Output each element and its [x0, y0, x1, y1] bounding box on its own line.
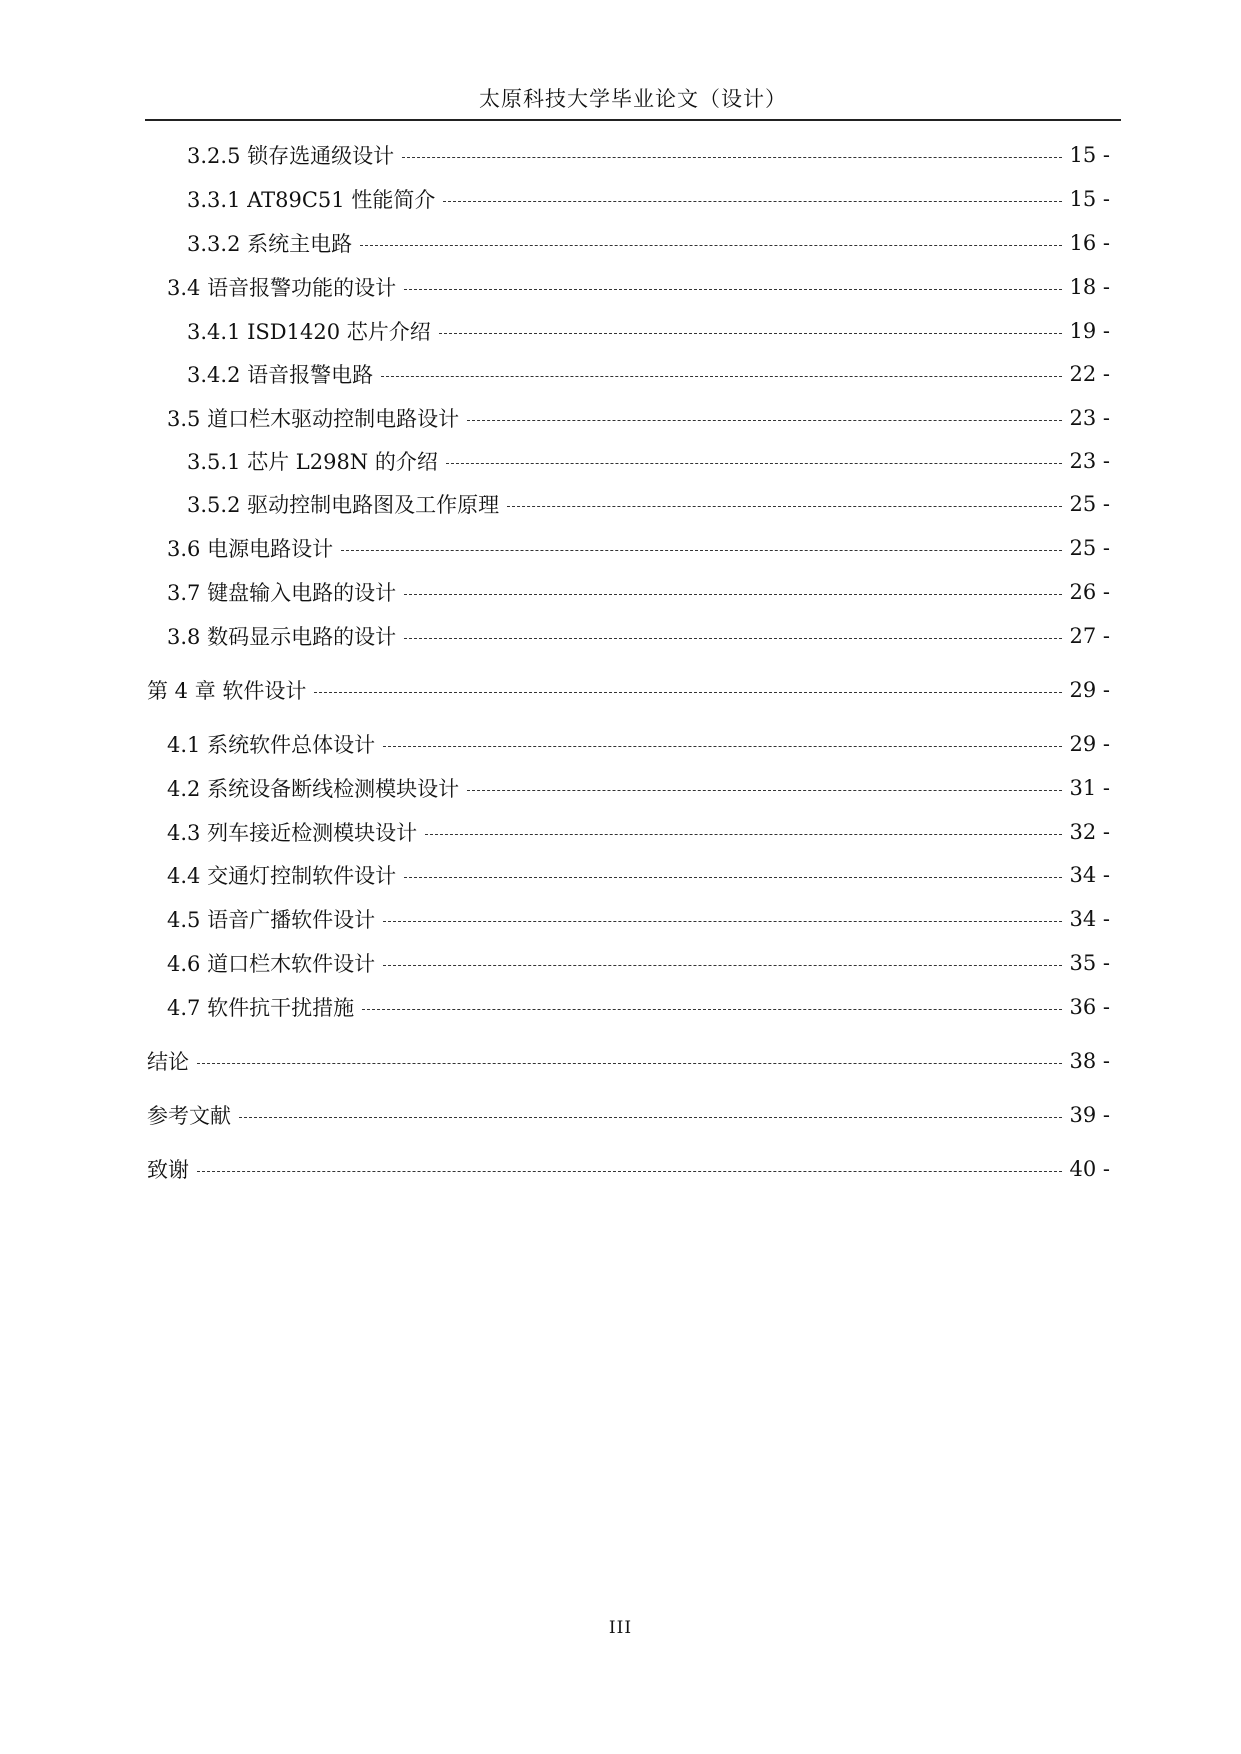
- toc-entry[interactable]: [167, 727, 1110, 761]
- toc-entry-page: 15 -: [1069, 187, 1110, 211]
- toc-leader-dashes: [360, 245, 1061, 246]
- toc-entry[interactable]: [167, 858, 1110, 892]
- toc-entry-page: 23 -: [1069, 449, 1110, 473]
- toc-leader-dashes: [197, 1063, 1062, 1064]
- toc-entry-page: 25 -: [1069, 492, 1110, 516]
- page-header-title: 太原科技大学毕业论文（设计）: [479, 87, 787, 111]
- toc-leader-dashes: [404, 877, 1061, 878]
- toc-entry[interactable]: [167, 990, 1110, 1024]
- toc-leader-dashes: [404, 594, 1061, 595]
- toc-entry-label: 4.7 软件抗干扰措施: [167, 996, 355, 1020]
- toc-entry-label: 4.1 系统软件总体设计: [167, 733, 376, 757]
- toc-entry[interactable]: [187, 487, 1110, 521]
- toc-entry[interactable]: [147, 1098, 1110, 1132]
- toc-entry-page: 31 -: [1069, 776, 1110, 800]
- toc-entry-page: 34 -: [1069, 863, 1110, 887]
- toc-entry-page: 25 -: [1069, 536, 1110, 560]
- toc-entry-label: 3.2.5 锁存选通级设计: [187, 144, 395, 168]
- toc-entry[interactable]: [187, 182, 1110, 216]
- toc-entry-page: 19 -: [1069, 319, 1110, 343]
- toc-leader-dashes: [341, 550, 1061, 551]
- toc-leader-dashes: [467, 790, 1061, 791]
- toc-entry-page: 38 -: [1069, 1049, 1110, 1073]
- toc-entry-page: 29 -: [1069, 732, 1110, 756]
- toc-entry-label: 3.4.1 ISD1420 芯片介绍: [187, 320, 431, 344]
- toc-entry[interactable]: [167, 902, 1110, 936]
- toc-entry[interactable]: [167, 946, 1110, 980]
- toc-entry-page: 26 -: [1069, 580, 1110, 604]
- toc-entry-page: 32 -: [1069, 820, 1110, 844]
- toc-entry-label: 4.5 语音广播软件设计: [167, 908, 376, 932]
- toc-entry[interactable]: [187, 138, 1110, 172]
- toc-leader-dashes: [443, 201, 1061, 202]
- toc-entry-label: 3.4 语音报警功能的设计: [167, 276, 397, 300]
- toc-entry-label: 4.6 道口栏木软件设计: [167, 952, 376, 976]
- toc-entry-page: 35 -: [1069, 951, 1110, 975]
- toc-entry-label: 3.5 道口栏木驱动控制电路设计: [167, 407, 460, 431]
- toc-entry-page: 39 -: [1069, 1103, 1110, 1127]
- toc-entry-page: 27 -: [1069, 624, 1110, 648]
- toc-entry-label: 4.2 系统设备断线检测模块设计: [167, 777, 460, 801]
- toc-entry-label: 3.8 数码显示电路的设计: [167, 625, 397, 649]
- toc-entry-label: 3.3.2 系统主电路: [187, 232, 353, 256]
- page-number: III: [608, 1618, 633, 1638]
- toc-entry[interactable]: [187, 357, 1110, 391]
- toc-leader-dashes: [404, 638, 1061, 639]
- toc-leader-dashes: [446, 463, 1062, 464]
- toc-leader-dashes: [381, 376, 1061, 377]
- toc-leader-dashes: [383, 921, 1061, 922]
- toc-entry-label: 3.6 电源电路设计: [167, 537, 334, 561]
- toc-leader-dashes: [197, 1171, 1062, 1172]
- toc-entry[interactable]: [167, 401, 1110, 435]
- toc-entry[interactable]: [167, 575, 1110, 609]
- toc-entry-label: 3.3.1 AT89C51 性能简介: [187, 188, 436, 212]
- toc-entry-page: 40 -: [1069, 1157, 1110, 1181]
- toc-entry-label: 3.5.2 驱动控制电路图及工作原理: [187, 493, 500, 517]
- toc-entry-page: 22 -: [1069, 362, 1110, 386]
- toc-entry-label: 4.4 交通灯控制软件设计: [167, 864, 397, 888]
- toc-entry-label: 3.4.2 语音报警电路: [187, 363, 374, 387]
- toc-entry[interactable]: [147, 673, 1110, 707]
- toc-leader-dashes: [467, 420, 1061, 421]
- toc-leader-dashes: [314, 692, 1061, 693]
- toc-entry-page: 18 -: [1069, 275, 1110, 299]
- toc-leader-dashes: [439, 333, 1062, 334]
- toc-entry-label: 结论: [147, 1050, 189, 1074]
- toc-entry-page: 36 -: [1069, 995, 1110, 1019]
- toc-entry-label: 第 4 章 软件设计: [147, 679, 307, 703]
- toc-entry[interactable]: [167, 771, 1110, 805]
- toc-entry-label: 4.3 列车接近检测模块设计: [167, 821, 418, 845]
- toc-entry[interactable]: [167, 270, 1110, 304]
- toc-entry[interactable]: [167, 815, 1110, 849]
- toc-entry-label: 参考文献: [147, 1104, 231, 1128]
- toc-leader-dashes: [383, 746, 1061, 747]
- toc-entry-page: 29 -: [1069, 678, 1110, 702]
- toc-leader-dashes: [239, 1117, 1062, 1118]
- toc-entry[interactable]: [167, 531, 1110, 565]
- toc-entry-page: 15 -: [1069, 143, 1110, 167]
- toc-entry[interactable]: [187, 314, 1110, 348]
- toc-leader-dashes: [507, 506, 1061, 507]
- toc-entry[interactable]: [147, 1152, 1110, 1186]
- toc-entry[interactable]: [187, 226, 1110, 260]
- toc-leader-dashes: [402, 157, 1061, 158]
- toc-entry-page: 34 -: [1069, 907, 1110, 931]
- toc-entry-label: 3.7 键盘输入电路的设计: [167, 581, 397, 605]
- toc-entry-label: 致谢: [147, 1158, 189, 1182]
- toc-leader-dashes: [383, 965, 1061, 966]
- toc-leader-dashes: [425, 834, 1061, 835]
- toc-entry-label: 3.5.1 芯片 L298N 的介绍: [187, 450, 438, 474]
- toc-entry-page: 23 -: [1069, 406, 1110, 430]
- toc-leader-dashes: [404, 289, 1061, 290]
- toc-entry[interactable]: [187, 444, 1110, 478]
- toc-leader-dashes: [362, 1009, 1061, 1010]
- toc-entry[interactable]: [147, 1044, 1110, 1078]
- toc-entry[interactable]: [167, 619, 1110, 653]
- toc-entry-page: 16 -: [1069, 231, 1110, 255]
